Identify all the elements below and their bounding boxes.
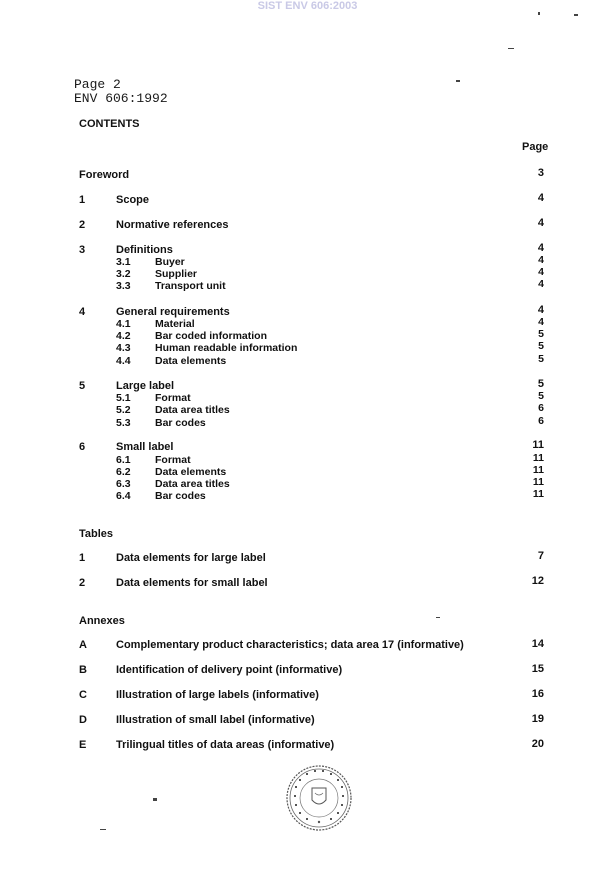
scan-speck <box>100 829 106 830</box>
toc-subsection-num: 6.4 <box>116 490 131 502</box>
toc-subsection-page: 5 <box>538 390 544 402</box>
toc-subsection-title[interactable]: Data elements <box>155 355 227 367</box>
toc-section-title[interactable]: Definitions <box>116 244 173 256</box>
toc-subsection-num: 5.1 <box>116 392 131 404</box>
toc-annex-letter: E <box>79 739 87 751</box>
toc-annex-title[interactable]: Complementary product characteristics; data area 17 (informative) <box>116 639 464 651</box>
toc-subsection-title[interactable]: Format <box>155 392 191 404</box>
toc-subsection-page: 5 <box>538 340 544 352</box>
toc-subsection-num: 3.2 <box>116 268 131 280</box>
toc-subsection-page: 11 <box>532 476 544 488</box>
toc-annex-page: 14 <box>531 638 544 650</box>
toc-subsection-page: 5 <box>538 353 544 365</box>
toc-section-page: 4 <box>537 192 544 204</box>
toc-subsection-title[interactable]: Data area titles <box>155 478 230 490</box>
toc-subsection-page: 11 <box>532 464 544 476</box>
toc-subsection-num: 4.3 <box>116 342 131 354</box>
toc-subsection-page: 11 <box>532 488 544 500</box>
toc-annex-title[interactable]: Trilingual titles of data areas (informative) <box>116 739 335 751</box>
toc-subsection-title[interactable]: Bar codes <box>155 490 206 502</box>
page-number-header: Page 2 <box>74 77 121 92</box>
toc-subsection-num: 4.4 <box>116 355 131 367</box>
toc-subsection-title[interactable]: Bar codes <box>155 417 206 429</box>
toc-table-page: 12 <box>531 575 544 587</box>
toc-subsection-page: 5 <box>538 328 544 340</box>
toc-subsection-num: 5.3 <box>116 417 131 429</box>
toc-subsection-num: 6.1 <box>116 454 131 466</box>
toc-subsection-title[interactable]: Bar coded information <box>155 330 268 342</box>
toc-section-num: 2 <box>79 219 86 231</box>
watermark: SIST ENV 606:2003 <box>257 0 358 12</box>
toc-subsection-num: 4.1 <box>116 318 131 330</box>
toc-section-title[interactable]: Scope <box>116 194 150 206</box>
toc-annex-page: 16 <box>531 688 544 700</box>
toc-table-title[interactable]: Data elements for small label <box>116 577 268 589</box>
scan-speck <box>508 48 514 49</box>
toc-section-page: 4 <box>537 242 544 254</box>
toc-subsection-title[interactable]: Supplier <box>155 268 198 280</box>
toc-table-page: 7 <box>537 550 544 562</box>
toc-subsection-page: 4 <box>538 266 544 278</box>
toc-subsection-page: 4 <box>538 254 544 266</box>
tables-heading: Tables <box>79 528 114 540</box>
toc-subsection-title[interactable]: Buyer <box>155 256 185 268</box>
toc-subsection-num: 3.1 <box>116 256 131 268</box>
toc-section-page: 11 <box>532 439 544 451</box>
scan-speck <box>153 798 157 801</box>
toc-section-title[interactable]: Small label <box>116 441 174 453</box>
toc-subsection-title[interactable]: Transport unit <box>155 280 226 292</box>
toc-foreword-page: 3 <box>537 167 544 179</box>
toc-subsection-num: 3.3 <box>116 280 131 292</box>
scan-speck <box>436 617 440 618</box>
toc-section-page: 4 <box>537 304 544 316</box>
toc-subsection-num: 6.3 <box>116 478 131 490</box>
toc-section-num: 3 <box>79 244 86 256</box>
toc-annex-title[interactable]: Identification of delivery point (informative) <box>116 664 343 676</box>
toc-annex-letter: B <box>79 664 87 676</box>
toc-annex-letter: D <box>79 714 87 726</box>
scan-speck <box>456 80 460 82</box>
toc-section-page: 4 <box>537 217 544 229</box>
toc-table-num: 1 <box>79 552 86 564</box>
toc-subsection-title[interactable]: Material <box>155 318 195 330</box>
toc-subsection-page: 11 <box>532 452 544 464</box>
toc-section-num: 4 <box>79 306 86 318</box>
toc-table-num: 2 <box>79 577 86 589</box>
toc-subsection-page: 6 <box>538 415 544 427</box>
toc-annex-page: 20 <box>531 738 544 750</box>
toc-section-num: 6 <box>79 441 86 453</box>
annexes-heading: Annexes <box>79 615 125 627</box>
toc-subsection-title[interactable]: Human readable information <box>155 342 298 354</box>
toc-annex-page: 15 <box>531 663 544 675</box>
toc-annex-letter: C <box>79 689 87 701</box>
toc-annex-title[interactable]: Illustration of large labels (informative) <box>116 689 319 701</box>
toc-annex-page: 19 <box>531 713 544 725</box>
toc-section-title[interactable]: Large label <box>116 380 175 392</box>
toc-section-title[interactable]: Normative references <box>116 219 229 231</box>
toc-subsection-title[interactable]: Data elements <box>155 466 227 478</box>
toc-annex-letter: A <box>79 639 87 651</box>
toc-subsection-num: 5.2 <box>116 404 131 416</box>
scan-speck <box>538 12 540 15</box>
toc-subsection-page: 6 <box>538 402 544 414</box>
toc-subsection-page: 4 <box>538 316 544 328</box>
scan-speck <box>574 14 578 16</box>
toc-subsection-page: 4 <box>538 278 544 290</box>
toc-subsection-num: 4.2 <box>116 330 131 342</box>
toc-section-page: 5 <box>537 378 544 390</box>
toc-subsection-title[interactable]: Format <box>155 454 191 466</box>
page-column-label: Page <box>522 141 549 153</box>
toc-section-num: 1 <box>79 194 86 206</box>
official-seal-stamp <box>285 764 353 832</box>
toc-section-num: 5 <box>79 380 86 392</box>
toc-table-title[interactable]: Data elements for large label <box>116 552 266 564</box>
contents-title: CONTENTS <box>79 118 140 130</box>
toc-annex-title[interactable]: Illustration of small label (informative) <box>116 714 315 726</box>
toc-subsection-num: 6.2 <box>116 466 131 478</box>
toc-foreword-label[interactable]: Foreword <box>79 169 130 181</box>
document-id-header: ENV 606:1992 <box>74 91 168 106</box>
toc-subsection-title[interactable]: Data area titles <box>155 404 230 416</box>
toc-section-title[interactable]: General requirements <box>116 306 230 318</box>
